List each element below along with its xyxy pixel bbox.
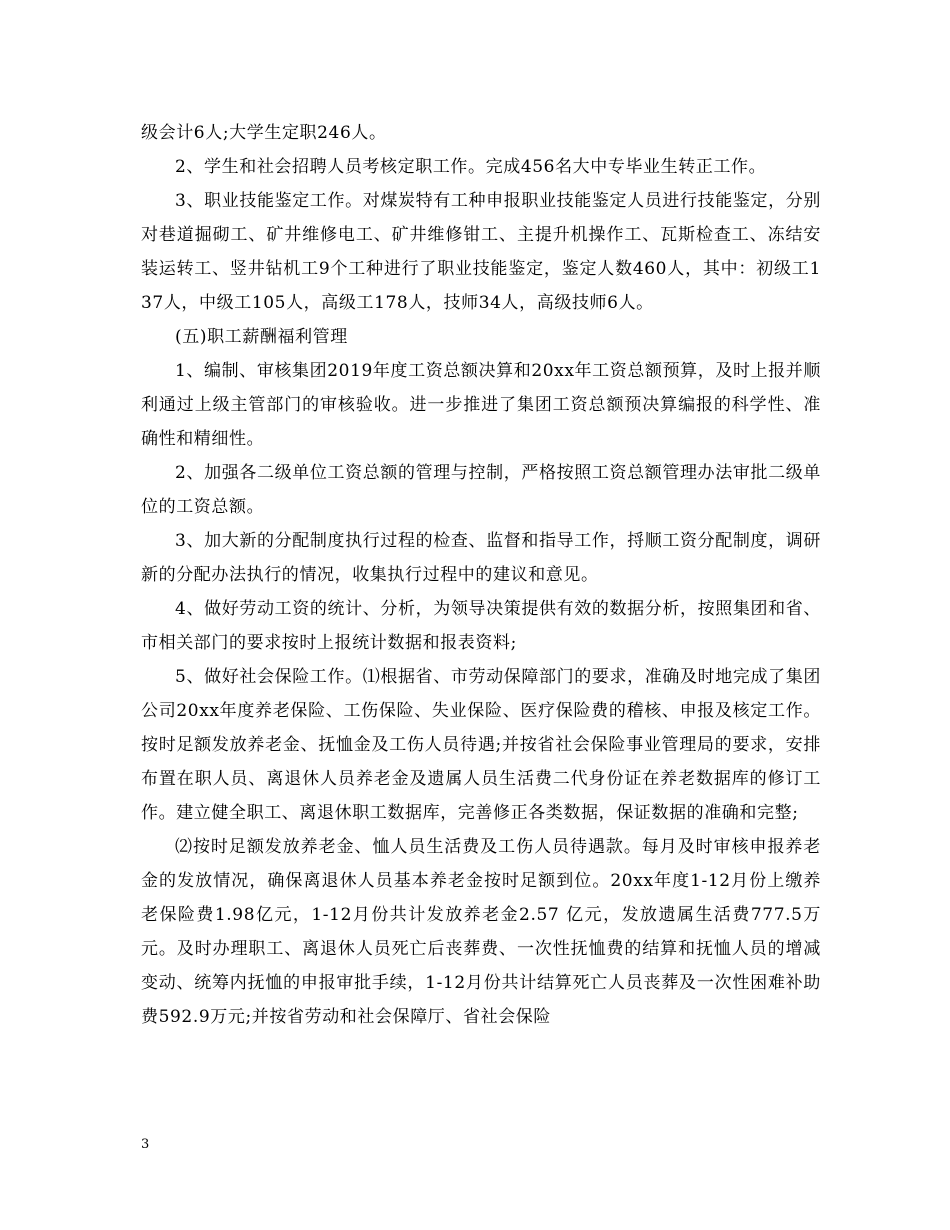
paragraph-5: 1、编制、审核集团2019年度工资总额决算和20xx年工资总额预算，及时上报并顺利通过上级主管部门的审核验收。进一步推进了集团工资总额预决算编报的科学性、准确性和精细性。 xyxy=(141,361,821,449)
paragraph-7: 3、加大新的分配制度执行过程的检查、监督和指导工作，捋顺工资分配制度，调研新的分配办法执行的情况，收集执行过程中的建议和意见。 xyxy=(141,531,821,585)
document-body xyxy=(141,116,821,1034)
page-number: 3 xyxy=(141,1137,150,1152)
paragraph-8: 4、做好劳动工资的统计、分析，为领导决策提供有效的数据分析，按照集团和省、市相关部门的要求按时上报统计数据和报表资料; xyxy=(141,599,821,653)
paragraph-9: 5、做好社会保险工作。⑴根据省、市劳动保障部门的要求，准确及时地完成了集团公司20xx年度养老保险、工伤保险、失业保险、医疗保险费的稽核、申报及核定工作。按时足额发放养老金、抚恤金及工伤人员待遇;并按省社会保险事业管理局的要求，安排布置在职人员、离退休人员养老金及遗属人员生活费二代身份证在养老数据库的修订工作。建立健全职工、离退休职工数据库，完善修正各类数据，保证数据的准确和完整; xyxy=(141,667,821,823)
paragraph-6: 2、加强各二级单位工资总额的管理与控制，严格按照工资总额管理办法审批二级单位的工资总额。 xyxy=(141,463,821,517)
section-heading: (五)职工薪酬福利管理 xyxy=(175,327,348,347)
paragraph-10: ⑵按时足额发放养老金、恤人员生活费及工伤人员待遇款。每月及时审核申报养老金的发放情况，确保离退休人员基本养老金按时足额到位。20xx年度1-12月份上缴养老保险费1.98亿元，1-12月份共计发放养老金2.57 亿元，发放遗属生活费777.5万元。及时办理职工、离退休人员死亡后丧葬费、一次性抚恤费的结算和抚恤人员的增减变动、统筹内抚恤的申报审批手续，1-12月份共计结算死亡人员丧葬及一次性困难补助费592.9万元;并按省劳动和社会保障厅、省社会保险 xyxy=(141,837,821,1027)
paragraph-2: 2、学生和社会招聘人员考核定职工作。完成456名大中专毕业生转正工作。 xyxy=(175,157,767,177)
paragraph-3: 3、职业技能鉴定工作。对煤炭特有工种申报职业技能鉴定人员进行技能鉴定，分别对巷道掘砌工、矿井维修电工、矿井维修钳工、主提升机操作工、瓦斯检查工、冻结安装运转工、竖井钻机工9个工种进行了职业技能鉴定，鉴定人数460人，其中：初级工137人，中级工105人，高级工178人，技师34人，高级技师6人。 xyxy=(141,191,821,313)
paragraph-1: 级会计6人;大学生定职246人。 xyxy=(141,123,387,143)
